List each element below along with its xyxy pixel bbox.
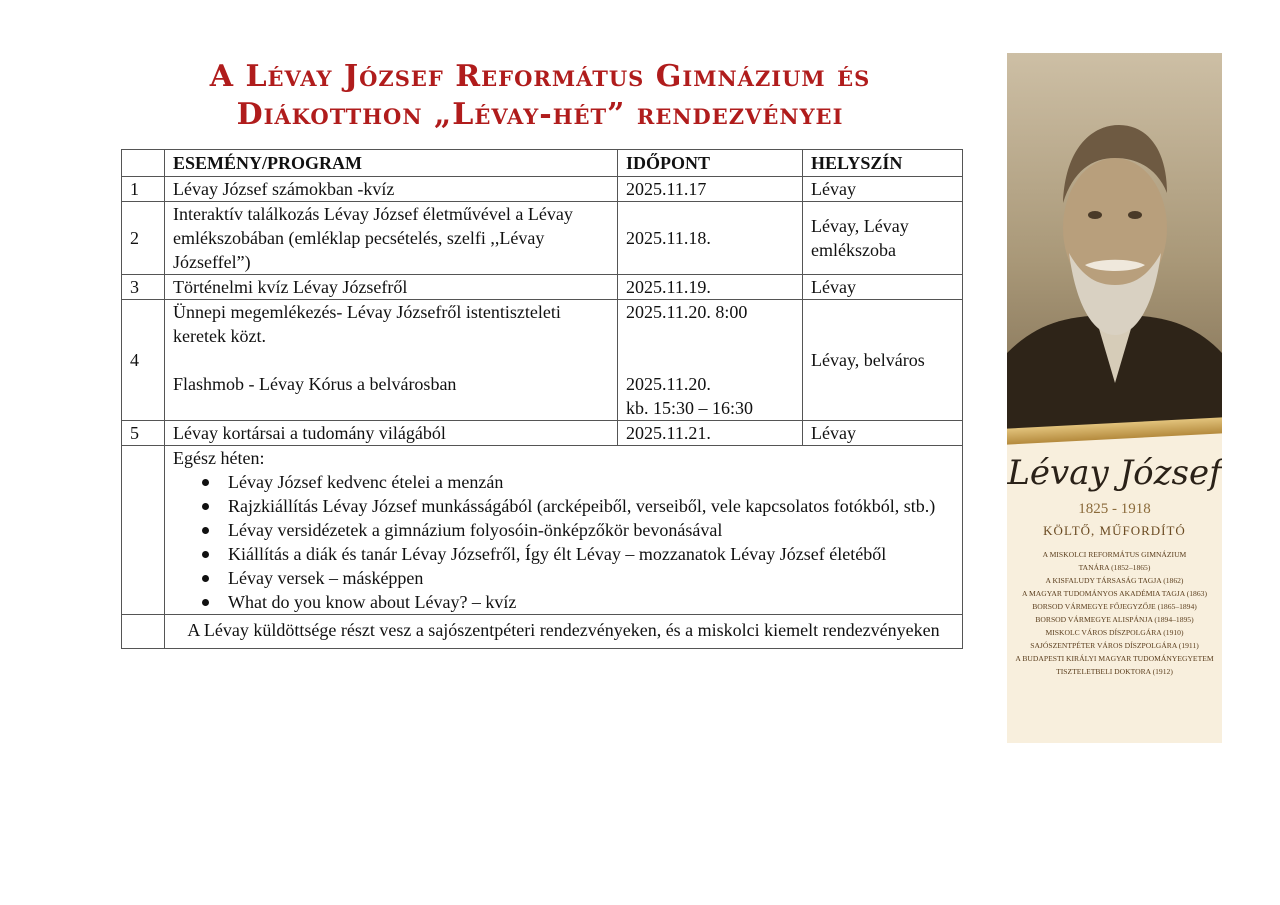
week-cell — [165, 446, 963, 615]
week-heading: Egész héten: — [173, 448, 265, 468]
row-place: Lévay — [803, 275, 963, 300]
header-event: ESEMÉNY/PROGRAM — [165, 150, 618, 177]
row-event — [165, 300, 618, 421]
row-num: 5 — [122, 421, 165, 446]
row-date-a: 2025.11.20. 8:00 — [626, 302, 748, 322]
row-date-b1: 2025.11.20. — [626, 374, 711, 394]
list-item: Lévay versek – másképpen — [228, 566, 954, 590]
facts-list — [1007, 548, 1222, 678]
header-date: IDŐPONT — [618, 150, 803, 177]
row-place: Lévay, Lévay emlékszoba — [803, 202, 963, 275]
signature: Lévay József — [1007, 453, 1222, 493]
title-line-1: A Lévay József Református Gimnázium és — [209, 59, 871, 94]
list-item: What do you know about Lévay? – kvíz — [228, 590, 954, 614]
fact-line: TISZTELETBELI DOKTORA (1912) — [1056, 667, 1173, 676]
fact-line: A BUDAPESTI KIRÁLYI MAGYAR TUDOMÁNYEGYETEM — [1015, 654, 1214, 663]
row-place: Lévay — [803, 177, 963, 202]
row-event: Lévay kortársai a tudomány világából — [165, 421, 618, 446]
fact-line: SAJÓSZENTPÉTER VÁROS DÍSZPOLGÁRA (1911) — [1030, 641, 1199, 650]
list-item: Lévay versidézetek a gimnázium folyosóin-önképzőkör bevonásával — [228, 518, 954, 542]
row-num: 2 — [122, 202, 165, 275]
row-event-a: Ünnepi megemlékezés- Lévay Józsefről istentiszteleti keretek közt. — [173, 302, 561, 346]
fact-line: MISKOLC VÁROS DÍSZPOLGÁRA (1910) — [1045, 628, 1184, 637]
row-date: 2025.11.17 — [618, 177, 803, 202]
row-date: 2025.11.19. — [618, 275, 803, 300]
table-row — [122, 202, 963, 275]
fact-line: A MISKOLCI REFORMÁTUS GIMNÁZIUM — [1042, 550, 1187, 559]
list-item: Kiállítás a diák és tanár Lévay Józsefről, Így élt Lévay – mozzanatok Lévay József életéből — [228, 542, 954, 566]
fact-line: BORSOD VÁRMEGYE FŐJEGYZŐJE (1865–1894) — [1032, 602, 1197, 611]
row-num: 3 — [122, 275, 165, 300]
row-event: Interaktív találkozás Lévay József életművével a Lévay emlékszobában (emléklap pecsételés, szelfi ,,Lévay Józseffel”) — [165, 202, 618, 275]
week-row — [122, 446, 963, 615]
list-item: Lévay József kedvenc ételei a menzán — [228, 470, 954, 494]
row-date: 2025.11.18. — [618, 202, 803, 275]
page-title — [120, 58, 960, 134]
fact-line: A KISFALUDY TÁRSASÁG TAGJA (1862) — [1045, 576, 1184, 585]
program-table — [121, 149, 963, 649]
table-row — [122, 177, 963, 202]
header-num — [122, 150, 165, 177]
row-num: 1 — [122, 177, 165, 202]
row-event: Lévay József számokban -kvíz — [165, 177, 618, 202]
life-years: 1825 - 1918 — [1078, 501, 1151, 517]
week-list — [173, 470, 954, 614]
week-num-cell — [122, 446, 165, 615]
row-place: Lévay — [803, 421, 963, 446]
footer-note: A Lévay küldöttsége részt vesz a sajószentpéteri rendezvényeken, és a miskolci kiemelt rendezvényeken — [165, 615, 963, 649]
footer-row — [122, 615, 963, 649]
portrait-panel — [1007, 53, 1222, 743]
fact-line: BORSOD VÁRMEGYE ALISPÁNJA (1894–1895) — [1035, 615, 1194, 624]
role-label: KÖLTŐ, MŰFORDÍTÓ — [1043, 523, 1186, 538]
portrait-photo — [1007, 53, 1222, 431]
row-date — [618, 300, 803, 421]
row-event-b: Flashmob - Lévay Kórus a belvárosban — [173, 374, 457, 394]
fact-line: A MAGYAR TUDOMÁNYOS AKADÉMIA TAGJA (1863) — [1022, 589, 1207, 598]
table-row — [122, 300, 963, 421]
portrait-illustration — [1007, 53, 1222, 431]
header-place: HELYSZÍN — [803, 150, 963, 177]
row-date: 2025.11.21. — [618, 421, 803, 446]
row-event: Történelmi kvíz Lévay Józsefről — [165, 275, 618, 300]
title-line-2: Diákotthon „Lévay-hét” rendezvényei — [236, 97, 844, 132]
table-row — [122, 275, 963, 300]
row-place: Lévay, belváros — [803, 300, 963, 421]
row-date-b2: kb. 15:30 – 16:30 — [626, 398, 754, 418]
table-header-row — [122, 150, 963, 177]
table-row — [122, 421, 963, 446]
row-num: 4 — [122, 300, 165, 421]
list-item: Rajzkiállítás Lévay József munkásságából (arcképeiből, verseiből, vele kapcsolatos fotókból, stb.) — [228, 494, 954, 518]
fact-line: TANÁRA (1852–1865) — [1078, 563, 1151, 572]
footer-num-cell — [122, 615, 165, 649]
